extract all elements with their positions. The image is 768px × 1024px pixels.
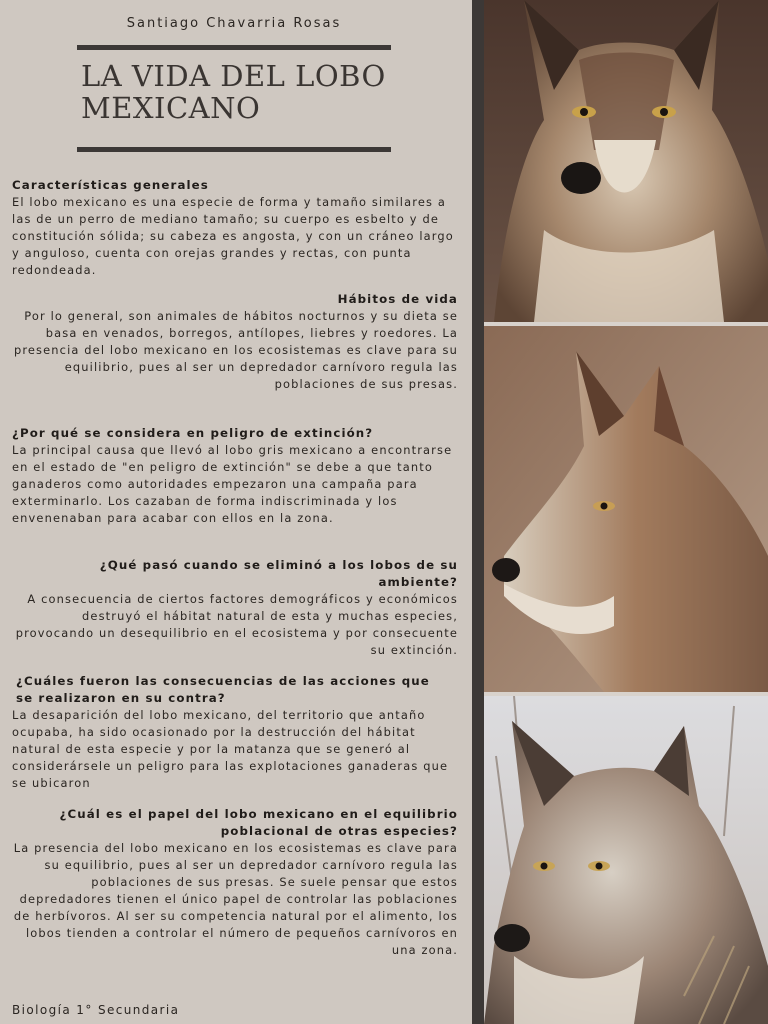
author-name: Santiago Chavarria Rosas: [126, 16, 342, 31]
section-heading: ¿Por qué se considera en peligro de extinción?: [12, 426, 374, 440]
section-heading: Características generales: [12, 178, 209, 192]
wolf-photo-front: [484, 0, 768, 322]
section-body: El lobo mexicano es una especie de forma y tamaño similares a las de un perro de mediano tamaño; su cuerpo es esbelto y de constitución sólida; su cabeza es angosta, y con un cráneo largo y anguloso, cuenta con orejas grandes y rectas, con punta redondeada.: [12, 195, 454, 277]
section-heading: Hábitos de vida: [337, 292, 458, 306]
page-title: LA VIDA DEL LOBO MEXICANO: [81, 59, 386, 125]
section-habitos: [12, 291, 458, 393]
wolf-photo-profile: [484, 326, 768, 692]
section-body: A consecuencia de ciertos factores demográficos y económicos destruyó el hábitat natural de esta y muchas especies, provocando un desequilibrio en el ecosistema y por consecuente su extinción.: [15, 592, 458, 657]
section-body: La desaparición del lobo mexicano, del territorio que antaño ocupaba, ha sido ocasionado por la destrucción del hábitat natural de esta especie y por la matanza que se generó al considerársele un peligro para las explotaciones ganaderas que se ubicaron: [12, 708, 449, 790]
section-body: Por lo general, son animales de hábitos nocturnos y su dieta se basa en venados, borregos, antílopes, liebres y roedores. La presencia del lobo mexicano en los ecosistemas es clave para su equilibrio, pues al ser un depredador carnívoro regula las poblaciones de sus presas.: [13, 309, 458, 391]
footer-course: Biología 1° Secundaria: [12, 1003, 180, 1017]
wolf-photo-snow: [484, 696, 768, 1024]
section-body: La principal causa que llevó al lobo gris mexicano a encontrarse en el estado de "en peligro de extinción" se debe a que tanto ganaderos como autoridades empezaron una campaña para exterminarlo. Los cazaban de forma indiscriminada y los envenenaban para acabar con ellos en la zona.: [12, 443, 453, 525]
section-consecuencias: [12, 673, 458, 792]
section-caracteristicas: [12, 177, 458, 279]
section-peligro: [12, 425, 458, 527]
section-heading: ¿Qué pasó cuando se eliminó a los lobos de su ambiente?: [99, 558, 458, 589]
section-eliminacion: [12, 557, 458, 659]
title-rule-top: [77, 45, 391, 50]
title-rule-bottom: [77, 147, 391, 152]
section-heading: ¿Cuál es el papel del lobo mexicano en el equilibrio poblacional de otras especies?: [59, 807, 458, 838]
panel-divider: [472, 0, 484, 1024]
section-heading: ¿Cuáles fueron las consecuencias de las acciones que se realizaron en su contra?: [16, 674, 430, 705]
section-body: La presencia del lobo mexicano en los ecosistemas es clave para su equilibrio, pues al ser un depredador carnívoro regula las poblaciones de sus presas. Se suele pensar que estos depredadores tienen el único papel de controlar las poblaciones de herbívoros. Al ser su competencia natural por el alimento, los lobos tienden a controlar el número de pequeños carnívoros en una zona.: [13, 841, 458, 957]
section-equilibrio: [12, 806, 458, 959]
